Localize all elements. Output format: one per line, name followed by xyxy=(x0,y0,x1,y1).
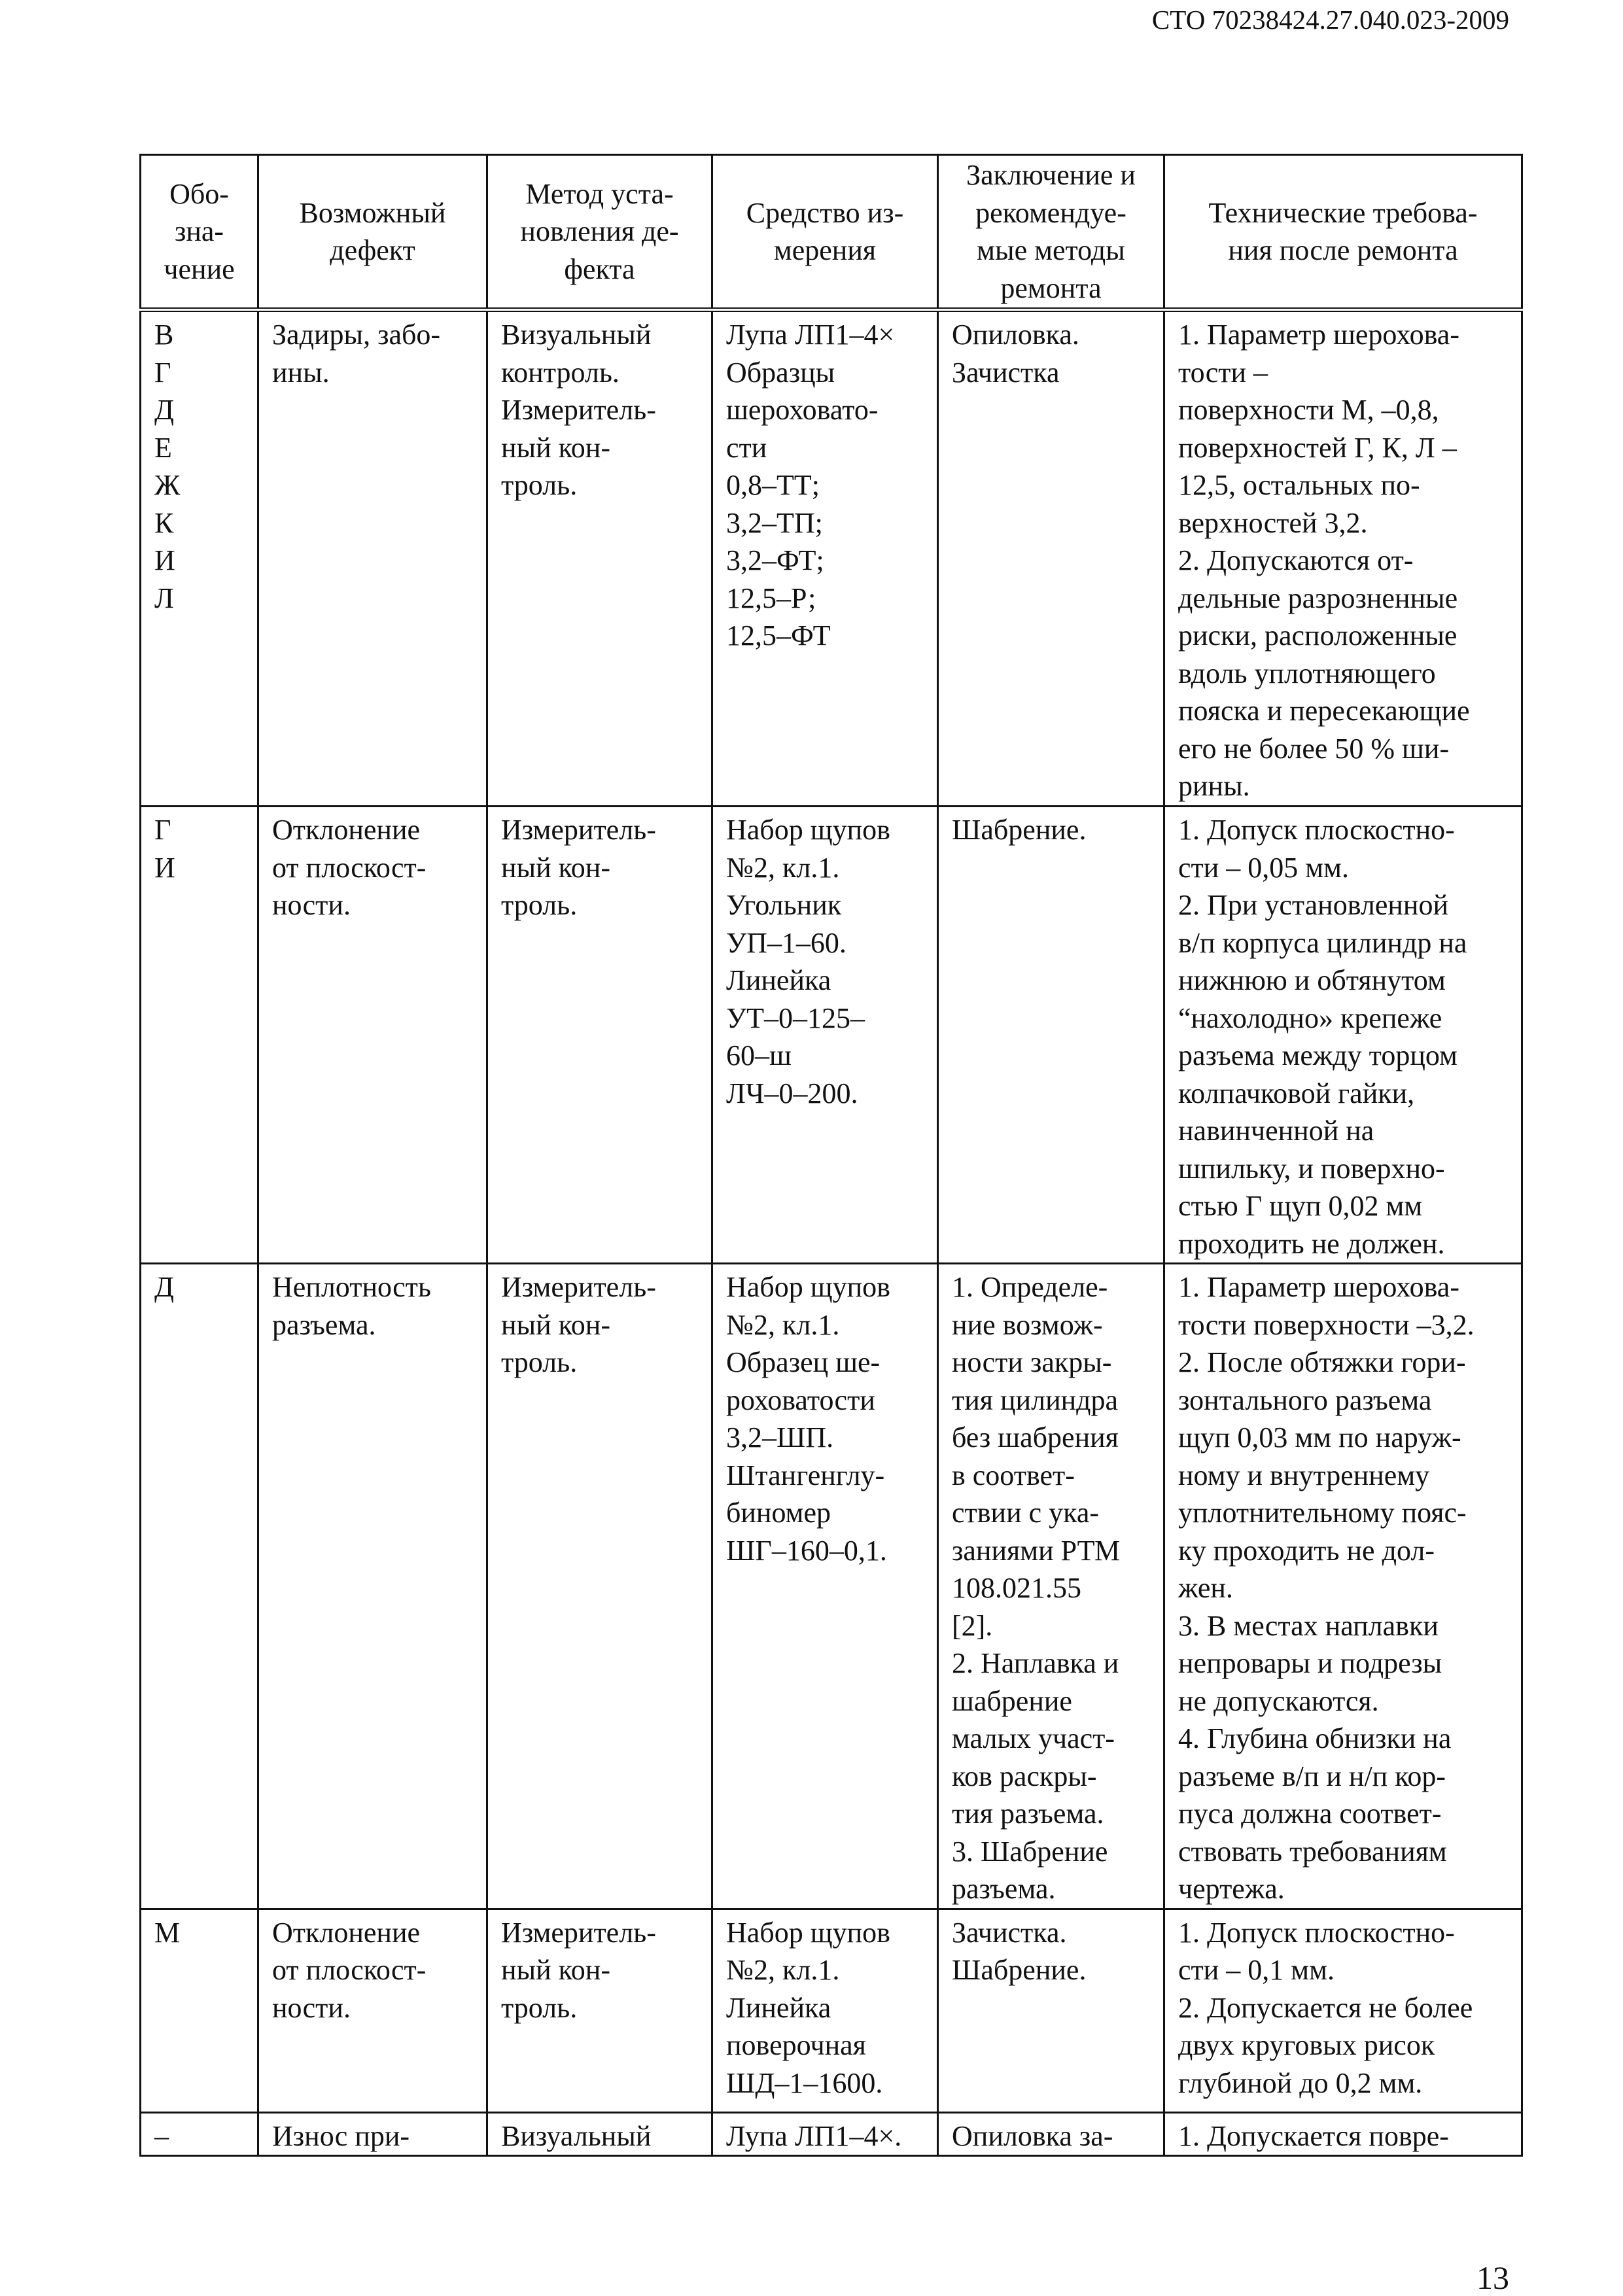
cell-tool: Лупа ЛП1–4× Образцы шероховато- сти 0,8–ТТ; 3,2–ТП; 3,2–ФТ; 12,5–Р; 12,5–ФТ xyxy=(712,310,938,807)
cell-method: Измеритель- ный кон- троль. xyxy=(487,1264,712,1909)
table-row xyxy=(141,807,1522,1264)
cell-repair: Шабрение. xyxy=(938,807,1164,1264)
cell-requirements: 1. Допуск плоскостно- сти – 0,1 мм. 2. Допускается не более двух круговых рисок глубиной до 0,2 мм. xyxy=(1164,1909,1522,2112)
header-tool: Средство из- мерения xyxy=(712,155,938,310)
table-row xyxy=(141,310,1522,807)
cell-designation: Г И xyxy=(141,807,258,1264)
page-number: 13 xyxy=(1476,2259,1509,2296)
cell-designation: В Г Д Е Ж К И Л xyxy=(141,310,258,807)
cell-method: Измеритель- ный кон- троль. xyxy=(487,807,712,1264)
table-row xyxy=(141,1264,1522,1909)
cell-repair: 1. Определе- ние возмож- ности закры- тия цилиндра без шабрения в соответ- ствии с ука- заниями РТМ 108.021.55 [2]. 2. Наплавка и шабрение малых участ- ков раскры- тия разъема. 3. Шабрение разъема. xyxy=(938,1264,1164,1909)
cell-repair: Зачистка. Шабрение. xyxy=(938,1909,1164,2112)
table-row xyxy=(141,1909,1522,2112)
cell-requirements: 1. Допуск плоскостно- сти – 0,05 мм. 2. При установленной в/п корпуса цилиндр на нижнюю и обтянутом “нахолодно» крепеже разъема между торцом колпачковой гайки, навинченной на шпильку, и поверхно- стью Г щуп 0,02 мм проходить не должен. xyxy=(1164,807,1522,1264)
header-repair: Заключение и рекомендуе- мые методы ремонта xyxy=(938,155,1164,310)
cell-defect: Задиры, забо- ины. xyxy=(258,310,487,807)
cell-requirements: 1. Параметр шерохова- тости поверхности –3,2. 2. После обтяжки гори- зонтального разъема щуп 0,03 мм по наруж- ному и внутреннему уплотнительному пояс- ку проходить не дол- жен. 3. В местах наплавки непровары и подрезы не допускаются. 4. Глубина обнизки на разъеме в/п и н/п кор- пуса должна соответ- ствовать требованиям чертежа. xyxy=(1164,1264,1522,1909)
cell-defect: Отклонение от плоскост- ности. xyxy=(258,1909,487,2112)
cell-tool: Набор щупов №2, кл.1. Линейка поверочная ШД–1–1600. xyxy=(712,1909,938,2112)
defects-table xyxy=(139,154,1523,2157)
table-row xyxy=(141,2112,1522,2156)
cell-requirements: 1. Параметр шерохова- тости – поверхности М, –0,8, поверхностей Г, К, Л – 12,5, остальных по- верхностей 3,2. 2. Допускаются от- дельные разрозненные риски, расположенные вдоль уплотняющего пояска и пересекающие его не более 50 % ши- рины. xyxy=(1164,310,1522,807)
cell-tool: Лупа ЛП1–4×. xyxy=(712,2112,938,2156)
cell-defect: Износ при- xyxy=(258,2112,487,2156)
cell-requirements: 1. Допускается повре- xyxy=(1164,2112,1522,2156)
cell-repair: Опиловка. Зачистка xyxy=(938,310,1164,807)
cell-designation: М xyxy=(141,1909,258,2112)
cell-designation: Д xyxy=(141,1264,258,1909)
header-requirements: Технические требова- ния после ремонта xyxy=(1164,155,1522,310)
cell-tool: Набор щупов №2, кл.1. Угольник УП–1–60. Линейка УТ–0–125– 60–ш ЛЧ–0–200. xyxy=(712,807,938,1264)
cell-designation: – xyxy=(141,2112,258,2156)
document-code: СТО 70238424.27.040.023-2009 xyxy=(1151,5,1509,35)
cell-tool: Набор щупов №2, кл.1. Образец ше- роховатости 3,2–ШП. Штангенглу- биномер ШГ–160–0,1. xyxy=(712,1264,938,1909)
header-method: Метод уста- новления де- фекта xyxy=(487,155,712,310)
cell-method: Визуальный контроль. Измеритель- ный кон- троль. xyxy=(487,310,712,807)
table-header-row xyxy=(141,155,1522,310)
cell-defect: Отклонение от плоскост- ности. xyxy=(258,807,487,1264)
cell-defect: Неплотность разъема. xyxy=(258,1264,487,1909)
cell-method: Визуальный xyxy=(487,2112,712,2156)
cell-method: Измеритель- ный кон- троль. xyxy=(487,1909,712,2112)
cell-repair: Опиловка за- xyxy=(938,2112,1164,2156)
header-designation: Обо- зна- чение xyxy=(141,155,258,310)
header-defect: Возможный дефект xyxy=(258,155,487,310)
